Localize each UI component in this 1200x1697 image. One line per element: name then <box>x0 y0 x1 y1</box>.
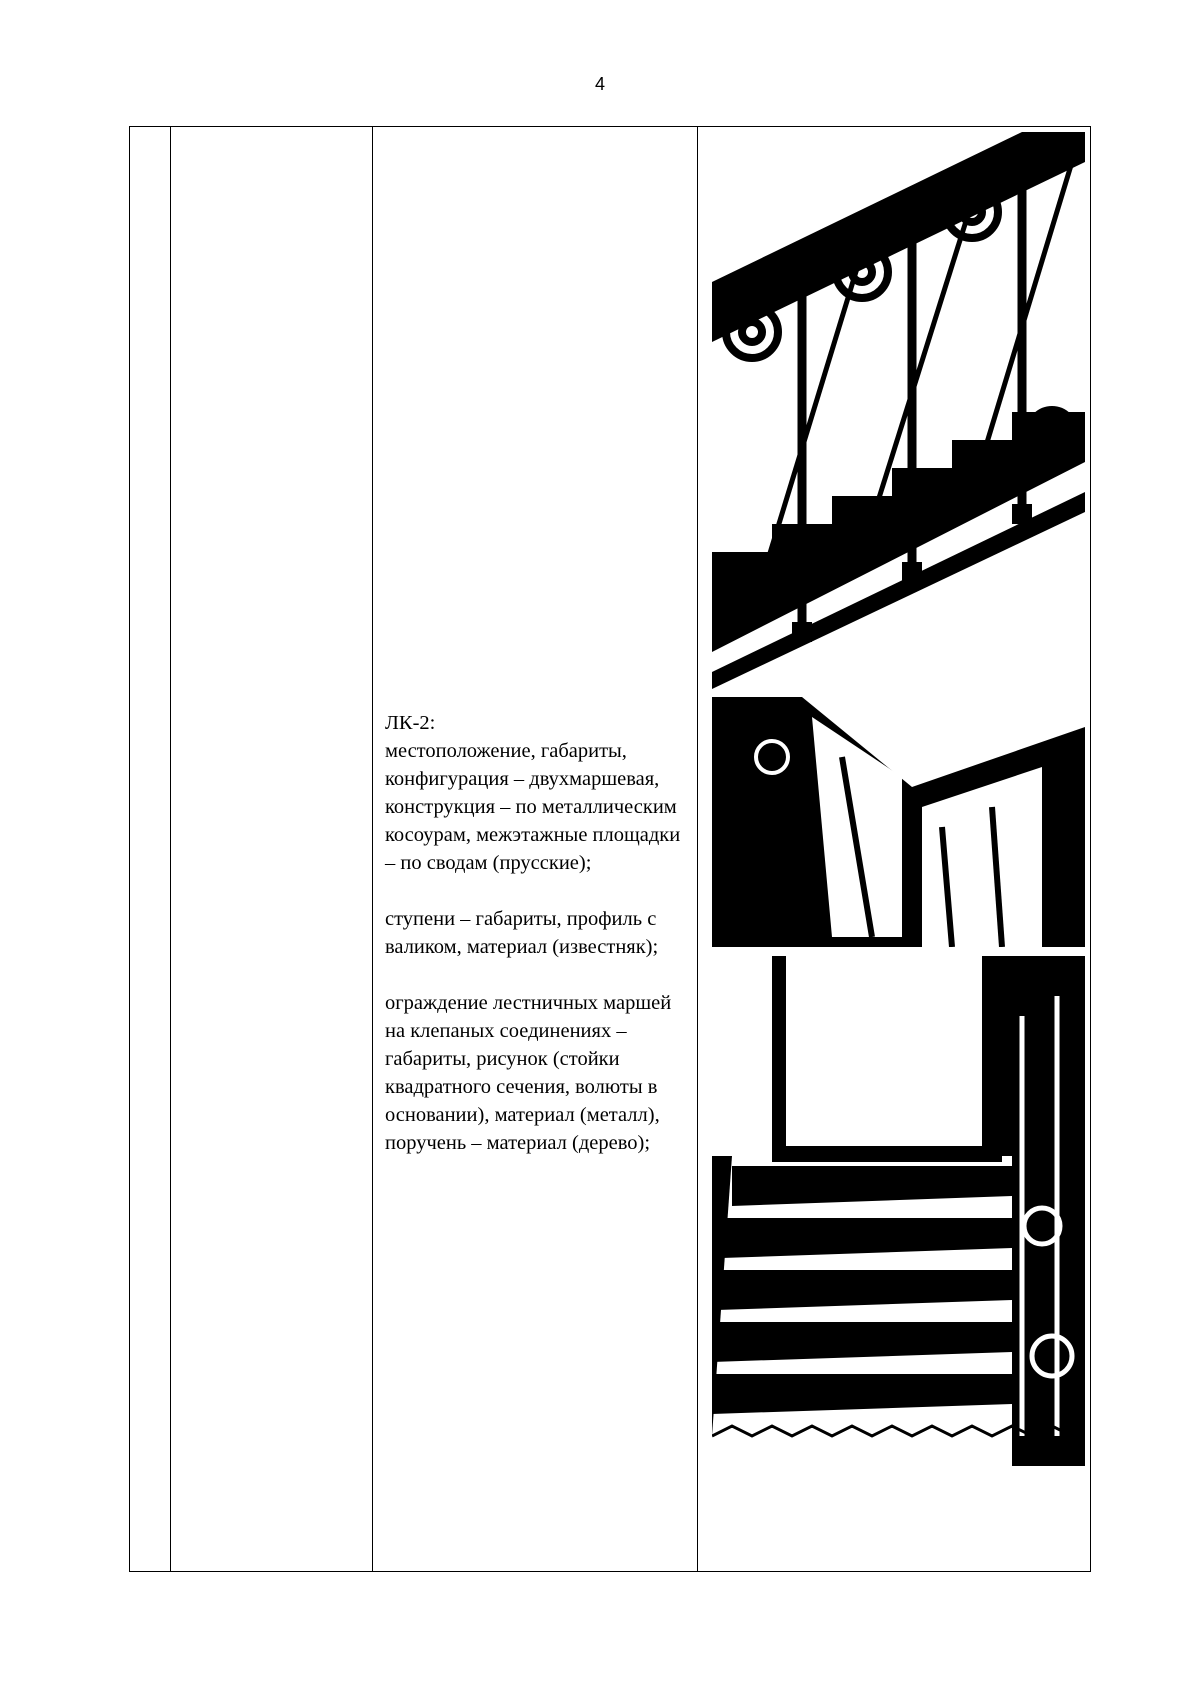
item-heading: ЛК-2: <box>385 712 436 734</box>
staircase-landing-photo <box>712 697 1085 947</box>
staircase-steps-photo <box>712 956 1085 1466</box>
description-cell <box>385 709 691 1185</box>
table-column-divider-1 <box>170 126 171 1572</box>
table-column-divider-3 <box>697 126 698 1572</box>
paragraph-steps: ступени – габариты, профиль с валиком, материал (известняк); <box>385 908 659 958</box>
paragraph-railing: ограждение лестничных маршей на клепаных соединениях – габариты, рисунок (стойки квадратного сечения, волюты в основании), материал (металл), поручень – материал (дерево); <box>385 992 672 1154</box>
paragraph-configuration: местоположение, габариты, конфигурация – двухмаршевая, конструкция – по металлическим косоурам, межэтажные площадки – по сводам (прусские); <box>385 740 681 874</box>
staircase-railing-photo <box>712 132 1085 689</box>
table-column-divider-2 <box>372 126 373 1572</box>
page-number: 4 <box>594 74 605 94</box>
